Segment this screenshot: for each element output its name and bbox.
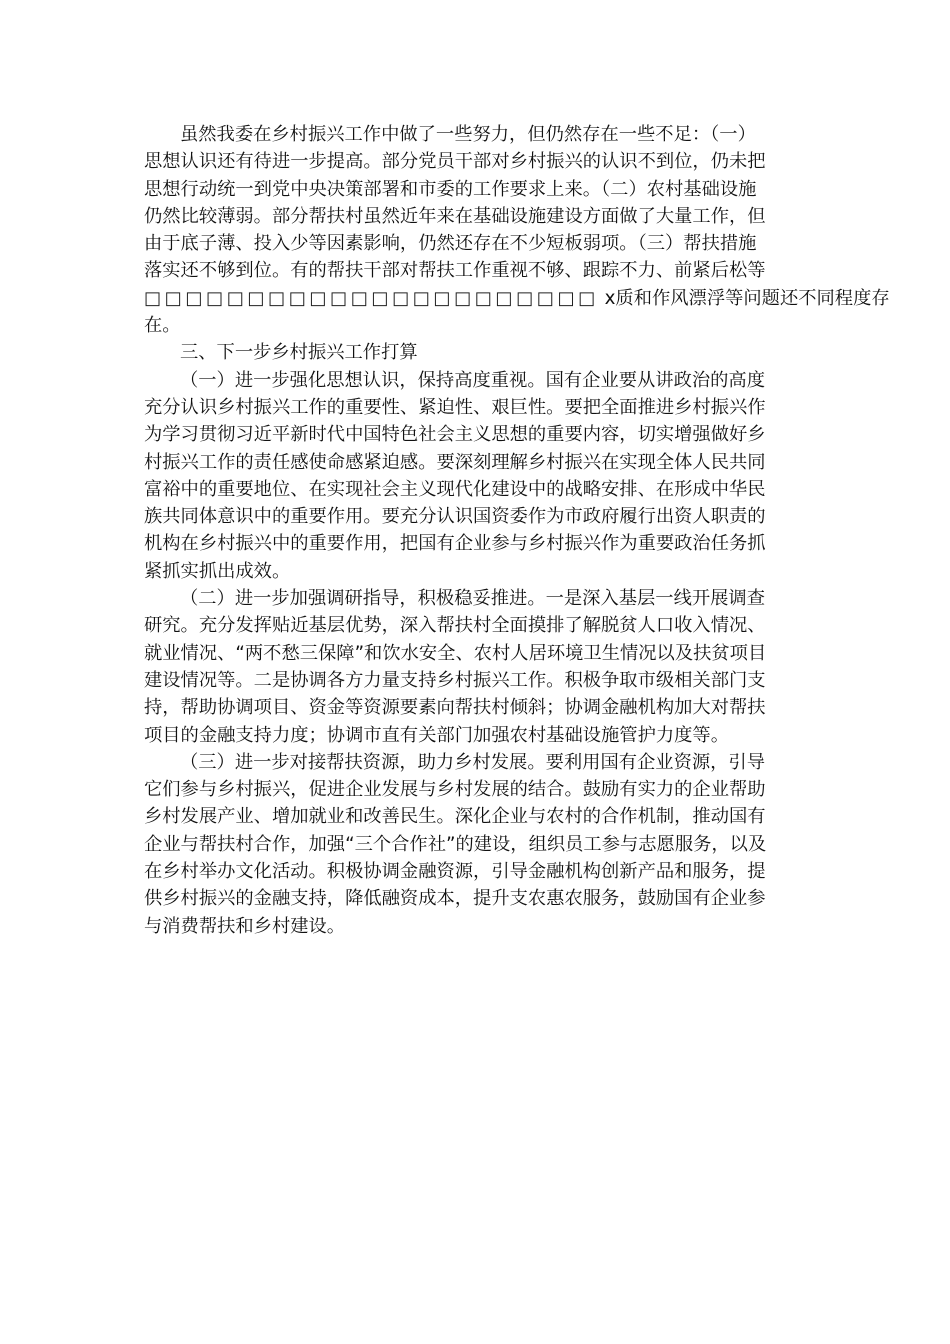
text-line: 供乡村振兴的金融支持，降低融资成本，提升支农惠农服务，鼓励国有企业参	[144, 888, 766, 910]
missing-glyph-boxes: □□□□□□□□□□□□□□□□□□□□□□	[144, 287, 599, 309]
text-line: 紧抓实抓出成效。	[144, 560, 291, 582]
text-fragment: x质和作风漂浮等问题还不同程度存	[598, 287, 890, 309]
text-line: 机构在乡村振兴中的重要作用，把国有企业参与乡村振兴作为重要政治任务抓	[144, 533, 766, 555]
text-line: 富裕中的重要地位、在实现社会主义现代化建设中的战略安排、在形成中华民	[144, 478, 766, 500]
text-line-garbled	[144, 285, 890, 312]
text-line: 乡村发展产业、增加就业和改善民生。深化企业与农村的合作机制，推动国有	[144, 806, 766, 828]
section-heading: 三、下一步乡村振兴工作打算	[180, 342, 418, 364]
text-line: 在乡村举办文化活动。积极协调金融资源，引导金融机构创新产品和服务，提	[144, 861, 766, 883]
paragraph-section-2	[144, 585, 808, 749]
text-line: （一）进一步强化思想认识，保持高度重视。国有企业要从讲政治的高度	[180, 369, 765, 391]
document-body	[144, 121, 890, 940]
text-line: 思想认识还有待进一步提高。部分党员干部对乡村振兴的认识不到位，仍未把	[144, 151, 766, 173]
text-line: 充分认识乡村振兴工作的重要性、紧迫性、艰巨性。要把全面推进乡村振兴作	[144, 396, 766, 418]
paragraph-section-1	[144, 367, 808, 585]
text-line: （三）进一步对接帮扶资源，助力乡村发展。要利用国有企业资源，引导	[180, 751, 765, 773]
text-line: 研究。充分发挥贴近基层优势，深入帮扶村全面摸排了解脱贫人口收入情况、	[144, 615, 766, 637]
text-line: 企业与帮扶村合作，加强“三个合作社”的建设，组织员工参与志愿服务，以及	[144, 833, 767, 855]
text-line: 就业情况、“两不愁三保障”和饮水安全、农村人居环境卫生情况以及扶贫项目	[144, 642, 767, 664]
text-line: 村振兴工作的责任感使命感紧迫感。要深刻理解乡村振兴在实现全体人民共同	[144, 451, 766, 473]
text-line: 仍然比较薄弱。部分帮扶村虽然近年来在基础设施建设方面做了大量工作，但	[144, 205, 766, 227]
text-line: 它们参与乡村振兴，促进企业发展与乡村发展的结合。鼓励有实力的企业帮助	[144, 779, 766, 801]
text-line: 虽然我委在乡村振兴工作中做了一些努力，但仍然存在一些不足：（一）	[180, 124, 756, 145]
paragraph-section-3	[144, 749, 808, 940]
text-line: 与消费帮扶和乡村建设。	[144, 915, 346, 937]
text-line: 在。	[144, 315, 181, 337]
text-line: 思想行动统一到党中央决策部署和市委的工作要求上来。（二）农村基础设施	[144, 178, 757, 200]
text-line: （二）进一步加强调研指导，积极稳妥推进。一是深入基层一线开展调查	[180, 588, 765, 610]
text-line: 族共同体意识中的重要作用。要充分认识国资委作为市政府履行出资人职责的	[144, 506, 766, 528]
text-line: 建设情况等。二是协调各方力量支持乡村振兴工作。积极争取市级相关部门支	[144, 669, 766, 691]
text-line: 由于底子薄、投入少等因素影响，仍然还存在不少短板弱项。（三）帮扶措施	[144, 233, 757, 255]
text-line: 持，帮助协调项目、资金等资源要素向帮扶村倾斜；协调金融机构加大对帮扶	[144, 697, 766, 719]
text-line: 落实还不够到位。有的帮扶干部对帮扶工作重视不够、跟踪不力、前紧后松等	[144, 260, 766, 282]
paragraph-shortcomings	[144, 121, 890, 339]
text-line: 项目的金融支持力度；协调市直有关部门加强农村基础设施管护力度等。	[144, 724, 729, 746]
text-line: 为学习贯彻习近平新时代中国特色社会主义思想的重要内容，切实增强做好乡	[144, 424, 766, 446]
